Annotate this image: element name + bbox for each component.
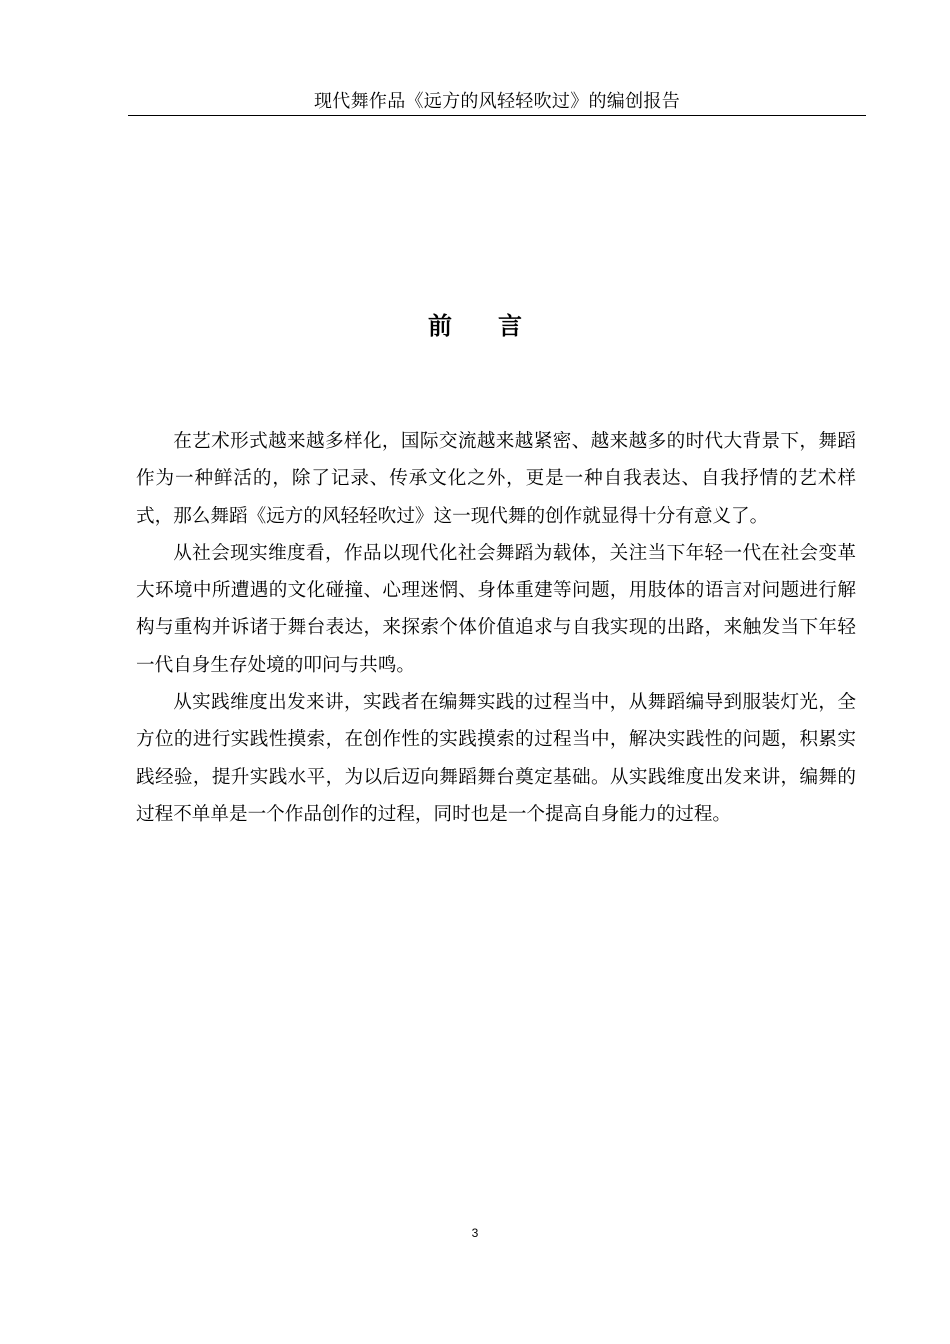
running-header: 现代舞作品《远方的风轻轻吹过》的编创报告 <box>314 91 680 112</box>
header-rule <box>128 115 866 116</box>
section-title <box>0 310 950 342</box>
paragraph-2: 从社会现实维度看，作品以现代化社会舞蹈为载体，关注当下年轻一代在社会变革大环境中所遭遇的文化碰撞、心理迷惘、身体重建等问题，用肢体的语言对问题进行解构与重构并诉诸于舞台表达，来探索个体价值追求与自我实现的出路，来触发当下年轻一代自身生存处境的叩问与共鸣。 <box>136 542 856 676</box>
section-title-char-1: 前 <box>428 311 452 340</box>
body-text <box>136 423 856 833</box>
page-number: 3 <box>471 1226 479 1240</box>
section-title-char-2: 言 <box>498 311 522 340</box>
paragraph-3: 从实践维度出发来讲，实践者在编舞实践的过程当中，从舞蹈编导到服装灯光，全方位的进行实践性摸索，在创作性的实践摸索的过程当中，解决实践性的问题，积累实践经验，提升实践水平，为以后迈向舞蹈舞台奠定基础。从实践维度出发来讲，编舞的过程不单单是一个作品创作的过程，同时也是一个提高自身能力的过程。 <box>136 692 856 825</box>
paragraph-1: 在艺术形式越来越多样化，国际交流越来越紧密、越来越多的时代大背景下，舞蹈作为一种鲜活的，除了记录、传承文化之外，更是一种自我表达、自我抒情的艺术样式，那么舞蹈《远方的风轻轻吹过》这一现代舞的创作就显得十分有意义了。 <box>136 431 856 527</box>
